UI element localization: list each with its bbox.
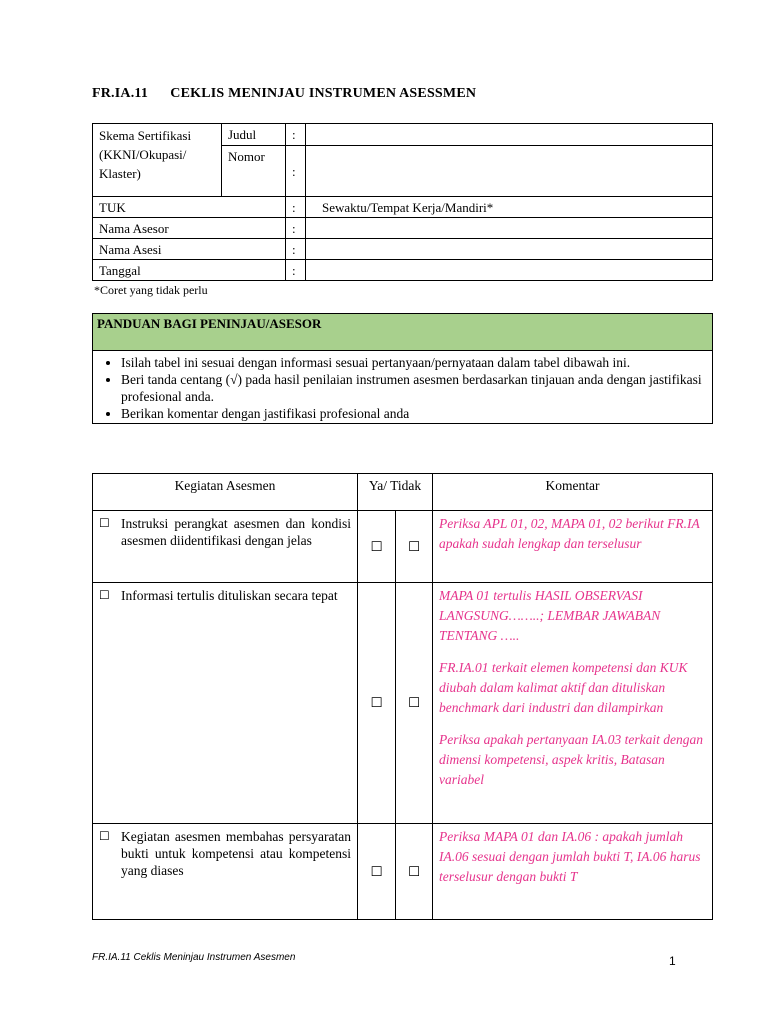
kegiatan-cell — [93, 824, 358, 920]
judul-label: Judul — [222, 124, 286, 146]
kegiatan-cell — [93, 583, 358, 824]
tidak-checkbox[interactable]: ☐ — [396, 511, 433, 583]
ya-checkbox[interactable]: ☐ — [358, 824, 396, 920]
assessment-table — [92, 473, 713, 920]
guide-header: PANDUAN BAGI PENINJAU/ASESOR — [93, 314, 713, 351]
footnote: *Coret yang tidak perlu — [94, 283, 208, 297]
kegiatan-text: Kegiatan asesmen membahas persyaratan bukti untuk kompetensi atau kompetensi yang diases — [121, 829, 351, 878]
nomor-colon: : — [286, 146, 306, 197]
guide-table — [92, 313, 713, 424]
nomor-label: Nomor — [222, 146, 286, 197]
nomor-value[interactable] — [306, 146, 713, 197]
komentar-cell — [433, 583, 713, 824]
ya-checkbox[interactable]: ☐ — [358, 583, 396, 824]
komentar-text: Periksa APL 01, 02, MAPA 01, 02 berikut FR.IA apakah sudah lengkap dan terselusur — [439, 516, 700, 551]
tanggal-label: Tanggal — [93, 260, 286, 281]
ya-checkbox[interactable]: ☐ — [358, 511, 396, 583]
tanggal-colon: : — [286, 260, 306, 281]
header-ya-tidak: Ya/ Tidak — [358, 474, 433, 511]
table-row — [93, 824, 713, 920]
nama-asesi-value[interactable] — [306, 239, 713, 260]
document-title — [92, 86, 476, 102]
tuk-label: TUK — [93, 197, 286, 218]
komentar-cell — [433, 824, 713, 920]
tidak-checkbox[interactable]: ☐ — [396, 824, 433, 920]
guide-list — [97, 354, 708, 422]
nama-asesi-label: Nama Asesi — [93, 239, 286, 260]
header-kegiatan: Kegiatan Asesmen — [93, 474, 358, 511]
scheme-info-table — [92, 123, 713, 281]
header-komentar: Komentar — [433, 474, 713, 511]
guide-item: • Berikan komentar dengan jastifikasi profesional anda — [121, 405, 708, 422]
guide-body — [93, 351, 713, 424]
tanggal-value[interactable] — [306, 260, 713, 281]
footer-title: FR.IA.11 Ceklis Meninjau Instrumen Asesmen — [92, 952, 296, 963]
kegiatan-text: Informasi tertulis dituliskan secara tepat — [121, 588, 338, 603]
judul-value[interactable] — [306, 124, 713, 146]
kegiatan-cell — [93, 511, 358, 583]
tuk-value[interactable]: Sewaktu/Tempat Kerja/Mandiri* — [306, 197, 713, 218]
guide-item: • Beri tanda centang (√) pada hasil penilaian instrumen asesmen berdasarkan tinjauan anda dengan jastifikasi profesional anda. — [121, 371, 708, 405]
kegiatan-text: Instruksi perangkat asesmen dan kondisi asesmen diidentifikasi dengan jelas — [121, 516, 351, 548]
page-number: 1 — [669, 954, 676, 968]
table-row — [93, 583, 713, 824]
bullet-checkbox-icon: ☐ — [99, 588, 110, 602]
form-title: CEKLIS MENINJAU INSTRUMEN ASESSMEN — [170, 86, 477, 101]
nama-asesor-label: Nama Asesor — [93, 218, 286, 239]
nama-asesi-colon: : — [286, 239, 306, 260]
form-code: FR.IA.11 — [92, 86, 149, 101]
bullet-checkbox-icon: ☐ — [99, 829, 110, 843]
nama-asesor-value[interactable] — [306, 218, 713, 239]
komentar-text: Periksa MAPA 01 dan IA.06 : apakah jumlah IA.06 sesuai dengan jumlah bukti T, IA.06 harus terselusur dengan bukti T — [439, 829, 701, 884]
komentar-cell — [433, 511, 713, 583]
komentar-text: FR.IA.01 terkait elemen kompetensi dan KUK diubah dalam kalimat aktif dan dituliskan benchmark dari industri dan dilampirkan — [439, 660, 688, 715]
table-row — [93, 511, 713, 583]
komentar-text: Periksa apakah pertanyaan IA.03 terkait dengan dimensi kompetensi, aspek kritis, Batasan variabel — [439, 732, 703, 787]
nama-asesor-colon: : — [286, 218, 306, 239]
tidak-checkbox[interactable]: ☐ — [396, 583, 433, 824]
skema-label: Skema Sertifikasi (KKNI/Okupasi/ Klaster) — [93, 124, 222, 197]
judul-colon: : — [286, 124, 306, 146]
tuk-colon: : — [286, 197, 306, 218]
komentar-text: MAPA 01 tertulis HASIL OBSERVASI LANGSUNG……..; LEMBAR JAWABAN TENTANG ….. — [439, 588, 661, 643]
guide-item: • Isilah tabel ini sesuai dengan informasi sesuai pertanyaan/pernyataan dalam tabel dibawah ini. — [121, 354, 708, 371]
bullet-checkbox-icon: ☐ — [99, 516, 110, 530]
